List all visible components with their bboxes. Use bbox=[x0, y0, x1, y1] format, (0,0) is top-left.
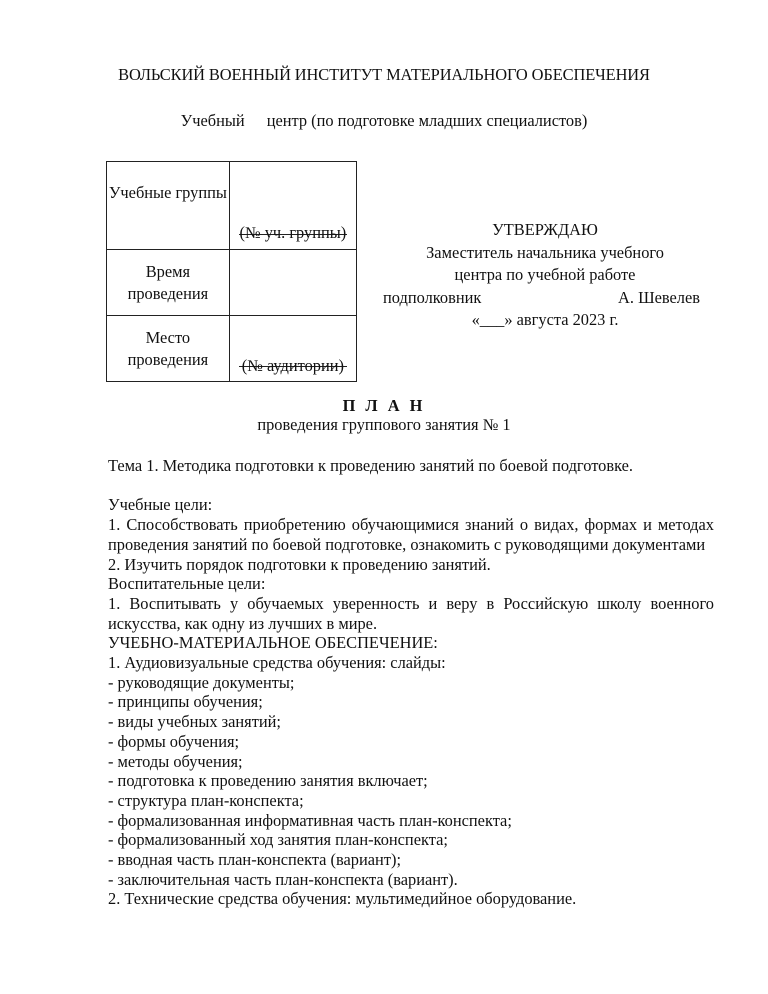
slide-item: - вводная часть план-конспекта (вариант); bbox=[108, 850, 401, 870]
field-caption: (№ уч. группы) bbox=[239, 223, 347, 242]
av-means-heading: 1. Аудиовизуальные средства обучения: слайды: bbox=[108, 653, 446, 673]
technical-means: 2. Технические средства обучения: мультимедийное оборудование. bbox=[108, 889, 577, 909]
center-description: центр (по подготовке младших специалистов) bbox=[266, 111, 588, 130]
plan-subtitle: проведения группового занятия № 1 bbox=[257, 415, 511, 434]
table-row bbox=[107, 162, 357, 250]
slide-item: - руководящие документы; bbox=[108, 672, 295, 692]
slide-item: - структура план-конспекта; bbox=[108, 790, 304, 810]
learning-goal-item: 1. Способствовать приобретению обучающимися знаний о видах, формах и методах проведения занятий по боевой подготовке, ознакомить с руководящими документами bbox=[108, 515, 714, 554]
approval-title: УТВЕРЖДАЮ bbox=[492, 220, 598, 239]
support-heading: УЧЕБНО-МАТЕРИАЛЬНОЕ ОБЕСПЕЧЕНИЕ: bbox=[108, 633, 438, 653]
row-label: Учебные группы bbox=[107, 162, 230, 250]
slide-item: - формализованный ход занятия план-конспекта; bbox=[108, 830, 448, 850]
slide-item: - подготовка к проведению занятия включает; bbox=[108, 771, 428, 791]
room-number-field bbox=[229, 316, 356, 382]
approver-position-2: центра по учебной работе bbox=[454, 265, 636, 284]
institute-name: ВОЛЬСКИЙ ВОЕННЫЙ ИНСТИТУТ МАТЕРИАЛЬНОГО ОБЕСПЕЧЕНИЯ bbox=[118, 65, 650, 84]
row-label: Место проведения bbox=[107, 316, 230, 382]
training-center-line bbox=[0, 111, 768, 131]
topic: Тема 1. Методика подготовки к проведению занятий по боевой подготовке. bbox=[108, 456, 634, 475]
field-caption: (№ аудитории) bbox=[241, 356, 344, 375]
table-row bbox=[107, 250, 357, 316]
info-table bbox=[106, 161, 357, 382]
educational-goal-item: 1. Воспитывать у обучаемых уверенность и веру в Российскую школу военного искусства, как одну из лучших в мире. bbox=[108, 593, 714, 633]
center-word: Учебный bbox=[180, 111, 245, 130]
approval-block bbox=[370, 219, 720, 332]
learning-goal-item: 2. Изучить порядок подготовки к проведению занятий. bbox=[108, 554, 491, 574]
slide-item: - принципы обучения; bbox=[108, 692, 263, 712]
document-body bbox=[108, 456, 714, 909]
slide-item: - заключительная часть план-конспекта (вариант). bbox=[108, 869, 458, 889]
approval-date: «___» августа 2023 г. bbox=[471, 310, 619, 329]
table-row bbox=[107, 316, 357, 382]
signer-row bbox=[370, 287, 720, 310]
slide-item: - виды учебных занятий; bbox=[108, 712, 281, 732]
slide-item: - формы обучения; bbox=[108, 731, 240, 751]
plan-title: П Л А Н bbox=[342, 396, 426, 415]
learning-goals-heading: Учебные цели: bbox=[108, 495, 213, 515]
educational-goals-heading: Воспитательные цели: bbox=[108, 574, 266, 594]
slide-item: - методы обучения; bbox=[108, 751, 243, 771]
approver-position-1: Заместитель начальника учебного bbox=[426, 242, 664, 262]
time-field bbox=[229, 250, 356, 316]
row-label: Время проведения bbox=[107, 250, 230, 316]
approver-name: А. Шевелев bbox=[618, 287, 700, 307]
slide-item: - формализованная информативная часть план-конспекта; bbox=[108, 810, 512, 830]
group-number-field bbox=[229, 162, 356, 250]
approver-rank: подполковник bbox=[383, 287, 482, 307]
